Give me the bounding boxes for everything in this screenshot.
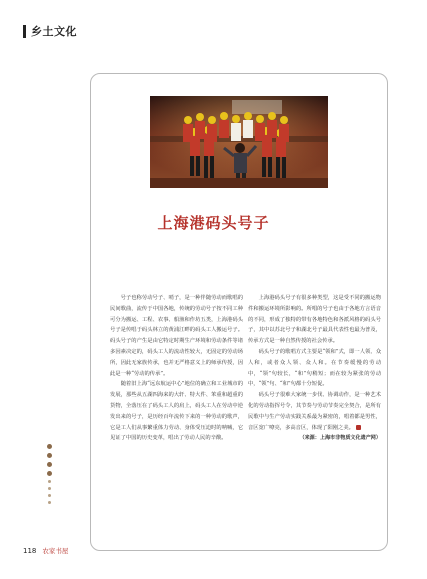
dot-icon — [48, 487, 51, 490]
paragraph: 随着旧上海“远东航运中心”地位的确立和工业城市的发展，那些从五湖四海来的大轩、特大件、笨重和超重的货物，全落压在了码头工人的肩上，码头工人在劳动中逆发出来的号子，是历经百年流传下来的一种劳动的歌声，它是工人们从事繁重体力劳动、身体受压迫时的呐喊，它见证了中国的历史变革，唱出了劳动人民的辛酸。 — [110, 381, 243, 442]
magazine-name: 农家书屋 — [42, 547, 69, 555]
dot-icon — [47, 471, 52, 476]
dot-icon — [47, 444, 52, 449]
paragraph: 号子也称劳动号子、哨子，是一种伴随劳动而歌唱的民间歌曲，流传于中国各地，传统的劳动号子按不同工种可分为搬运、工程、农事、船渔和作坊五类，上海港码头号子是传唱于码头林立的黄浦江畔的码头工人搬运号子。码头号子的产生是由它特定时期生产环境和劳动条件等诸多因素决定的，码头工人的流动性较大，无固定的劳动场所，因此无家族传承，也并无严格意义上的师承传授，因此是一种“劳动的传承”。 — [110, 295, 243, 377]
paragraph: 码头号子的歌唱方式主要是“领和”式，即一人领、众人和，或者众人领、众人和。在节奏缓慢的劳动中，“领”句较长，“和”句稍短；而在较为紧张的劳动中，“领”句、“和”句都十分短促。 — [248, 348, 381, 388]
article-column-right — [248, 293, 381, 444]
end-mark-icon — [356, 425, 361, 430]
dot-icon — [48, 501, 51, 504]
dot-icon — [47, 453, 52, 458]
paragraph-text: 码头号子很难大家统一步伐、协调动作，是一种艺术化的劳动指挥号令，其节奏与劳动节奏完全契合，是所有民歌中与生产劳动实践关系最为紧密的，唱着都是男性，音区宽广嘹亮，多高音区，体现了阳刚之美。 — [248, 392, 381, 431]
dot-icon — [48, 494, 51, 497]
dot-icon — [48, 480, 51, 483]
dot-icon — [47, 462, 52, 467]
page-number: 118 — [23, 546, 37, 555]
article-photo — [150, 96, 328, 188]
decorative-dots — [44, 444, 54, 508]
article-source: （来源：上海市非物质文化遗产网） — [299, 435, 381, 442]
paragraph: 上海港码头号子有很多种类型，这是受不同的搬运物件和搬运环境所影响的。所唱的号子也由于各地方言语音的不同，形成了独特的带有各地特色和各派风格的码头号子，其中以苏北号子和湖北号子最具代表性也最为普及，传承方式是一种自然传授的社会传承。 — [248, 295, 381, 345]
section-header — [23, 24, 77, 38]
article-column-left — [110, 293, 243, 444]
paragraph — [248, 390, 381, 433]
section-title: 乡土文化 — [31, 25, 77, 38]
article-title: 上海港码头号子 — [157, 214, 270, 232]
section-marker-bar — [23, 25, 26, 38]
page-footer — [23, 546, 68, 555]
